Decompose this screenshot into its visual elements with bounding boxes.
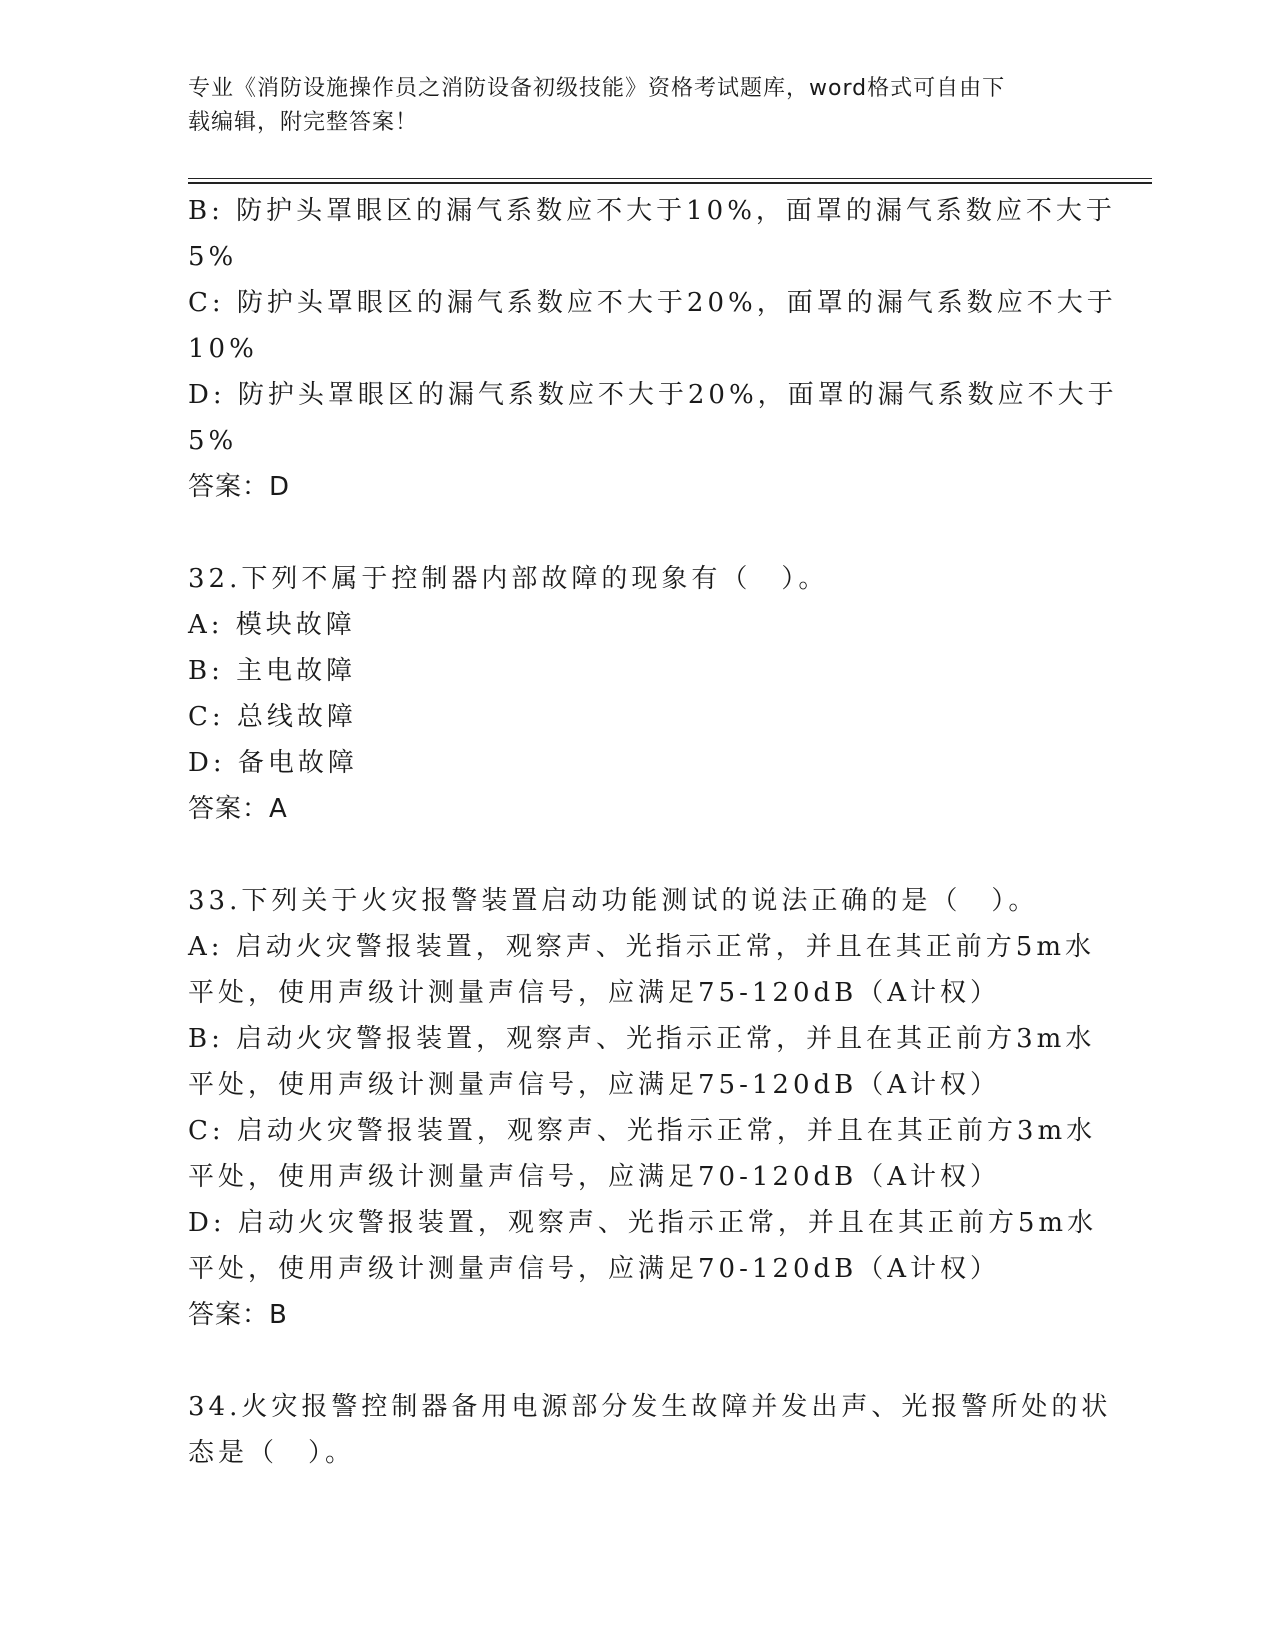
option-d-line-1: D: 启动火灾警报装置，观察声、光指示正常，并且在其正前方5m水 <box>188 1208 1098 1238</box>
option-b-line-2: 平处，使用声级计测量声信号，应满足75-120dB（A计权） <box>188 1070 1001 1100</box>
question-text-line-2: 态是（ ）。 <box>188 1438 356 1468</box>
option-a-line-2: 平处，使用声级计测量声信号，应满足75-120dB（A计权） <box>188 978 1001 1008</box>
answer-label: 答案：D <box>188 472 291 502</box>
question-text-line-1: 34.火灾报警控制器备用电源部分发生故障并发出声、光报警所处的状 <box>188 1392 1112 1422</box>
option-a: A: 模块故障 <box>188 610 356 640</box>
option-c-line-1: C: 防护头罩眼区的漏气系数应不大于20%，面罩的漏气系数应不大于 <box>188 288 1117 318</box>
spacer <box>188 510 1078 556</box>
option-a-line-1: A: 启动火灾警报装置，观察声、光指示正常，并且在其正前方5m水 <box>188 932 1095 962</box>
option-d-line-2: 平处，使用声级计测量声信号，应满足70-120dB（A计权） <box>188 1254 1001 1284</box>
page-header <box>188 72 1068 140</box>
question-32 <box>188 556 1078 832</box>
option-d: D: 备电故障 <box>188 748 358 778</box>
option-c: C: 总线故障 <box>188 702 357 732</box>
option-b-line-1: B: 启动火灾警报装置，观察声、光指示正常，并且在其正前方3m水 <box>188 1024 1096 1054</box>
answer-label: 答案：A <box>188 794 288 824</box>
option-d-line-1: D: 防护头罩眼区的漏气系数应不大于20%，面罩的漏气系数应不大于 <box>188 380 1118 410</box>
question-text: 32.下列不属于控制器内部故障的现象有（ ）。 <box>188 564 829 594</box>
header-line-1: 专业《消防设施操作员之消防设备初级技能》资格考试题库，word格式可自由下 <box>188 76 1006 101</box>
spacer <box>188 832 1078 878</box>
question-31-tail <box>188 188 1118 510</box>
option-c-line-2: 10% <box>188 334 258 364</box>
option-b: B: 主电故障 <box>188 656 357 686</box>
question-34 <box>188 1384 1112 1476</box>
header-divider-thick <box>188 182 1152 184</box>
answer-label: 答案：B <box>188 1300 288 1330</box>
question-33 <box>188 878 1098 1338</box>
option-b-line-2: 5% <box>188 242 238 272</box>
option-b-line-1: B: 防护头罩眼区的漏气系数应不大于10%，面罩的漏气系数应不大于 <box>188 196 1116 226</box>
option-c-line-2: 平处，使用声级计测量声信号，应满足70-120dB（A计权） <box>188 1162 1001 1192</box>
question-text: 33.下列关于火灾报警装置启动功能测试的说法正确的是（ ）。 <box>188 886 1039 916</box>
header-line-2: 载编辑，附完整答案！ <box>188 110 419 135</box>
option-c-line-1: C: 启动火灾警报装置，观察声、光指示正常，并且在其正前方3m水 <box>188 1116 1097 1146</box>
spacer <box>188 1338 1078 1384</box>
question-content <box>188 188 1118 1476</box>
header-divider-thin <box>188 178 1152 179</box>
option-d-line-2: 5% <box>188 426 238 456</box>
